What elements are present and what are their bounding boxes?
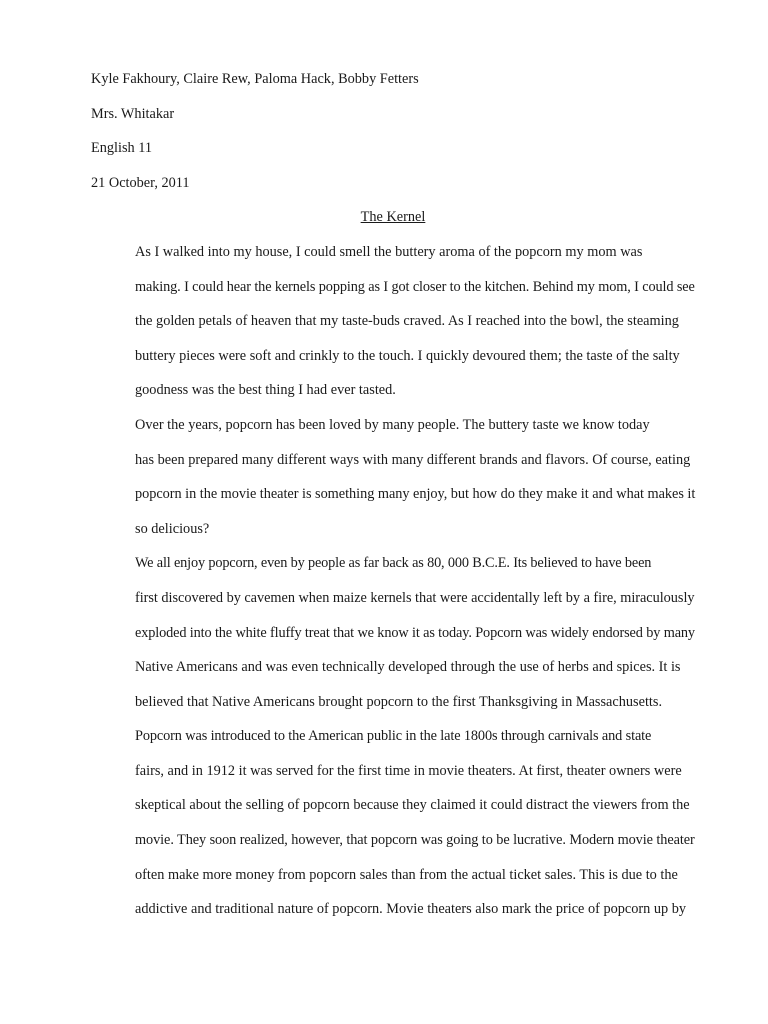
- text-line: addictive and traditional nature of popcorn. Movie theaters also mark the price of popcorn up by: [135, 901, 687, 918]
- date-line: 21 October, 2011: [91, 174, 190, 191]
- text-line: goodness was the best thing I had ever tasted.: [135, 382, 396, 399]
- document-body: [91, 62, 695, 927]
- essay-title: The Kernel: [360, 209, 426, 226]
- text-line: popcorn in the movie theater is something many enjoy, but how do they make it and what makes it: [135, 486, 696, 503]
- text-line: buttery pieces were soft and crinkly to the touch. I quickly devoured them; the taste of the salty: [135, 347, 680, 364]
- text-line: believed that Native Americans brought popcorn to the first Thanksgiving in Massachusetts.: [135, 693, 663, 710]
- text-line: As I walked into my house, I could smell the buttery aroma of the popcorn my mom was: [135, 243, 643, 260]
- paragraph-1: [91, 235, 695, 408]
- authors-line: Kyle Fakhoury, Claire Rew, Paloma Hack, Bobby Fetters: [91, 71, 419, 87]
- text-line: the golden petals of heaven that my taste-buds craved. As I reached into the bowl, the steaming: [135, 313, 679, 330]
- paragraph-3: [91, 546, 695, 719]
- text-line: often make more money from popcorn sales than from the actual ticket sales. This is due to the: [135, 866, 678, 883]
- text-line: making. I could hear the kernels popping as I got closer to the kitchen. Behind my mom, I could see: [135, 278, 695, 295]
- text-line: has been prepared many different ways with many different brands and flavors. Of course, eating: [135, 451, 691, 468]
- text-line: exploded into the white fluffy treat that we know it as today. Popcorn was widely endorsed by many: [135, 624, 695, 641]
- text-line: We all enjoy popcorn, even by people as far back as 80, 000 B.C.E. Its believed to have been: [135, 555, 652, 572]
- text-line: movie. They soon realized, however, that popcorn was going to be lucrative. Modern movie theater: [135, 832, 695, 849]
- text-line: Native Americans and was even technically developed through the use of herbs and spices. It is: [135, 659, 681, 676]
- paragraph-2: [91, 408, 695, 546]
- text-line: Popcorn was introduced to the American public in the late 1800s through carnivals and state: [135, 728, 652, 745]
- paragraph-4: [91, 719, 695, 927]
- text-line: Over the years, popcorn has been loved by many people. The buttery taste we know today: [135, 416, 650, 433]
- course-line: English 11: [91, 140, 153, 157]
- text-line: skeptical about the selling of popcorn because they claimed it could distract the viewers from the: [135, 797, 690, 814]
- text-line: fairs, and in 1912 it was served for the first time in movie theaters. At first, theater owners were: [135, 762, 682, 779]
- text-line: so delicious?: [135, 520, 210, 537]
- text-line: first discovered by cavemen when maize kernels that were accidentally left by a fire, miraculously: [135, 589, 695, 606]
- teacher-line: Mrs. Whitakar: [91, 105, 175, 122]
